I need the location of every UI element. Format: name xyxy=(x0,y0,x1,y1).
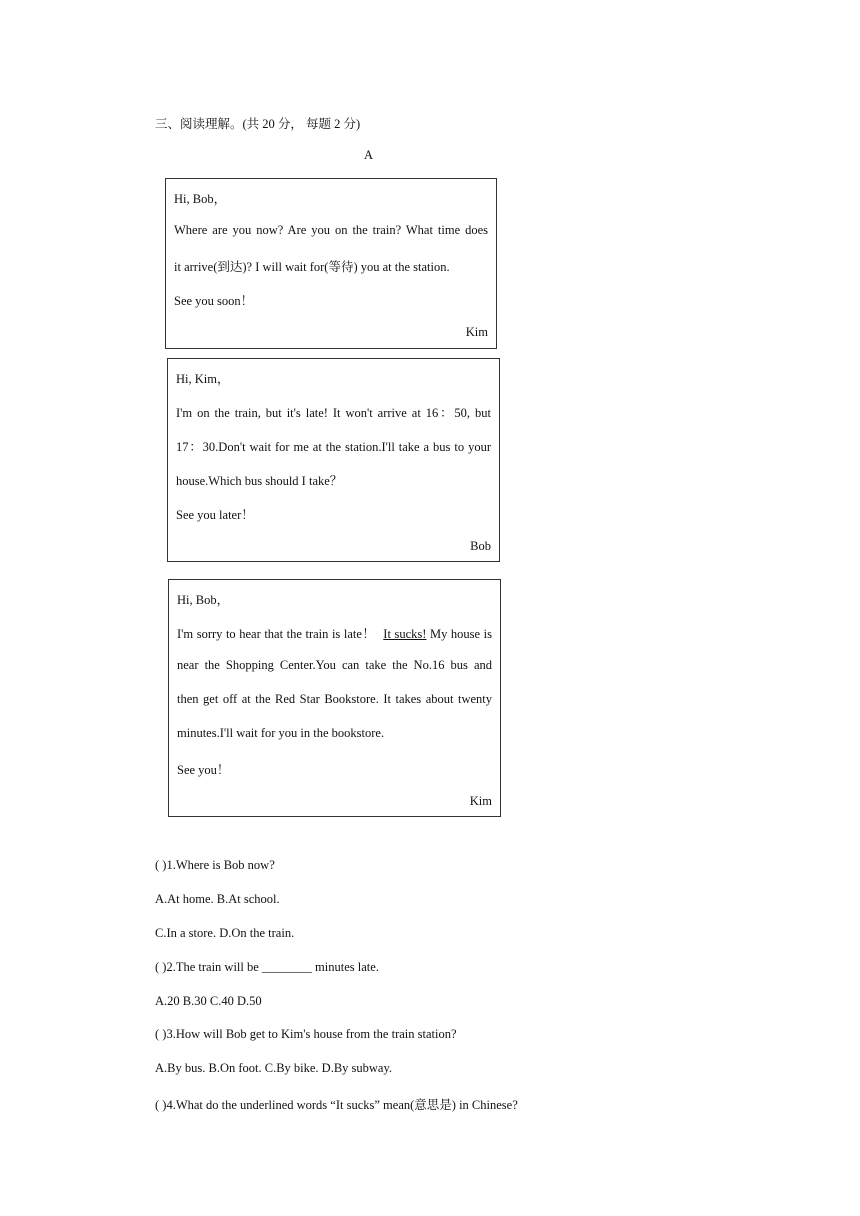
note-kim-2 xyxy=(168,579,501,817)
note-line: See you soon！ xyxy=(174,294,254,308)
note-line: near the Shopping Center.You can take the No.16 bus and xyxy=(177,658,492,672)
note-greeting: Hi, Bob， xyxy=(174,192,227,206)
note-line: it arrive(到达)? I will wait for(等待) you at the station. xyxy=(174,260,450,274)
note-line: Where are you now? Are you on the train? What time does xyxy=(174,223,488,237)
question-1: ( )1.Where is Bob now? xyxy=(155,858,275,872)
passage-label: A xyxy=(364,148,374,162)
question-4: ( )4.What do the underlined words “It sucks” mean(意思是) in Chinese? xyxy=(155,1098,518,1112)
note-line: I'm on the train, but it's late! It won't arrive at 16：50, but xyxy=(176,406,491,420)
underlined-words: It sucks! xyxy=(383,627,427,641)
question-1-options: A.At home. B.At school. xyxy=(155,892,280,906)
question-1-options: C.In a store. D.On the train. xyxy=(155,926,295,940)
note-line-with-underline xyxy=(177,624,492,642)
section-title: 三、阅读理解。(共 20 分， 每题 2 分) xyxy=(155,117,361,131)
note-kim-1 xyxy=(165,178,497,349)
question-2: ( )2.The train will be ________ minutes late. xyxy=(155,960,379,974)
question-2-options: A.20 B.30 C.40 D.50 xyxy=(155,994,262,1008)
note-line: house.Which bus should I take？ xyxy=(176,474,343,488)
note-signature: Kim xyxy=(465,325,488,339)
note-signature: Bob xyxy=(470,539,491,553)
note-signature: Kim xyxy=(469,794,492,808)
note-line: minutes.I'll wait for you in the bookstore. xyxy=(177,726,385,740)
note-text: I'm sorry to hear that the train is late！ xyxy=(177,627,376,641)
note-line: 17：30.Don't wait for me at the station.I'll take a bus to your xyxy=(176,440,491,454)
note-greeting: Hi, Kim， xyxy=(176,372,230,386)
question-3-options: A.By bus. B.On foot. C.By bike. D.By subway. xyxy=(155,1061,393,1075)
note-greeting: Hi, Bob， xyxy=(177,593,230,607)
note-text: My house is xyxy=(426,627,492,641)
note-bob xyxy=(167,358,500,562)
note-line: See you later！ xyxy=(176,508,254,522)
question-3: ( )3.How will Bob get to Kim's house from the train station? xyxy=(155,1027,457,1041)
note-line: See you！ xyxy=(177,763,230,777)
note-line: then get off at the Red Star Bookstore. It takes about twenty xyxy=(177,692,492,706)
